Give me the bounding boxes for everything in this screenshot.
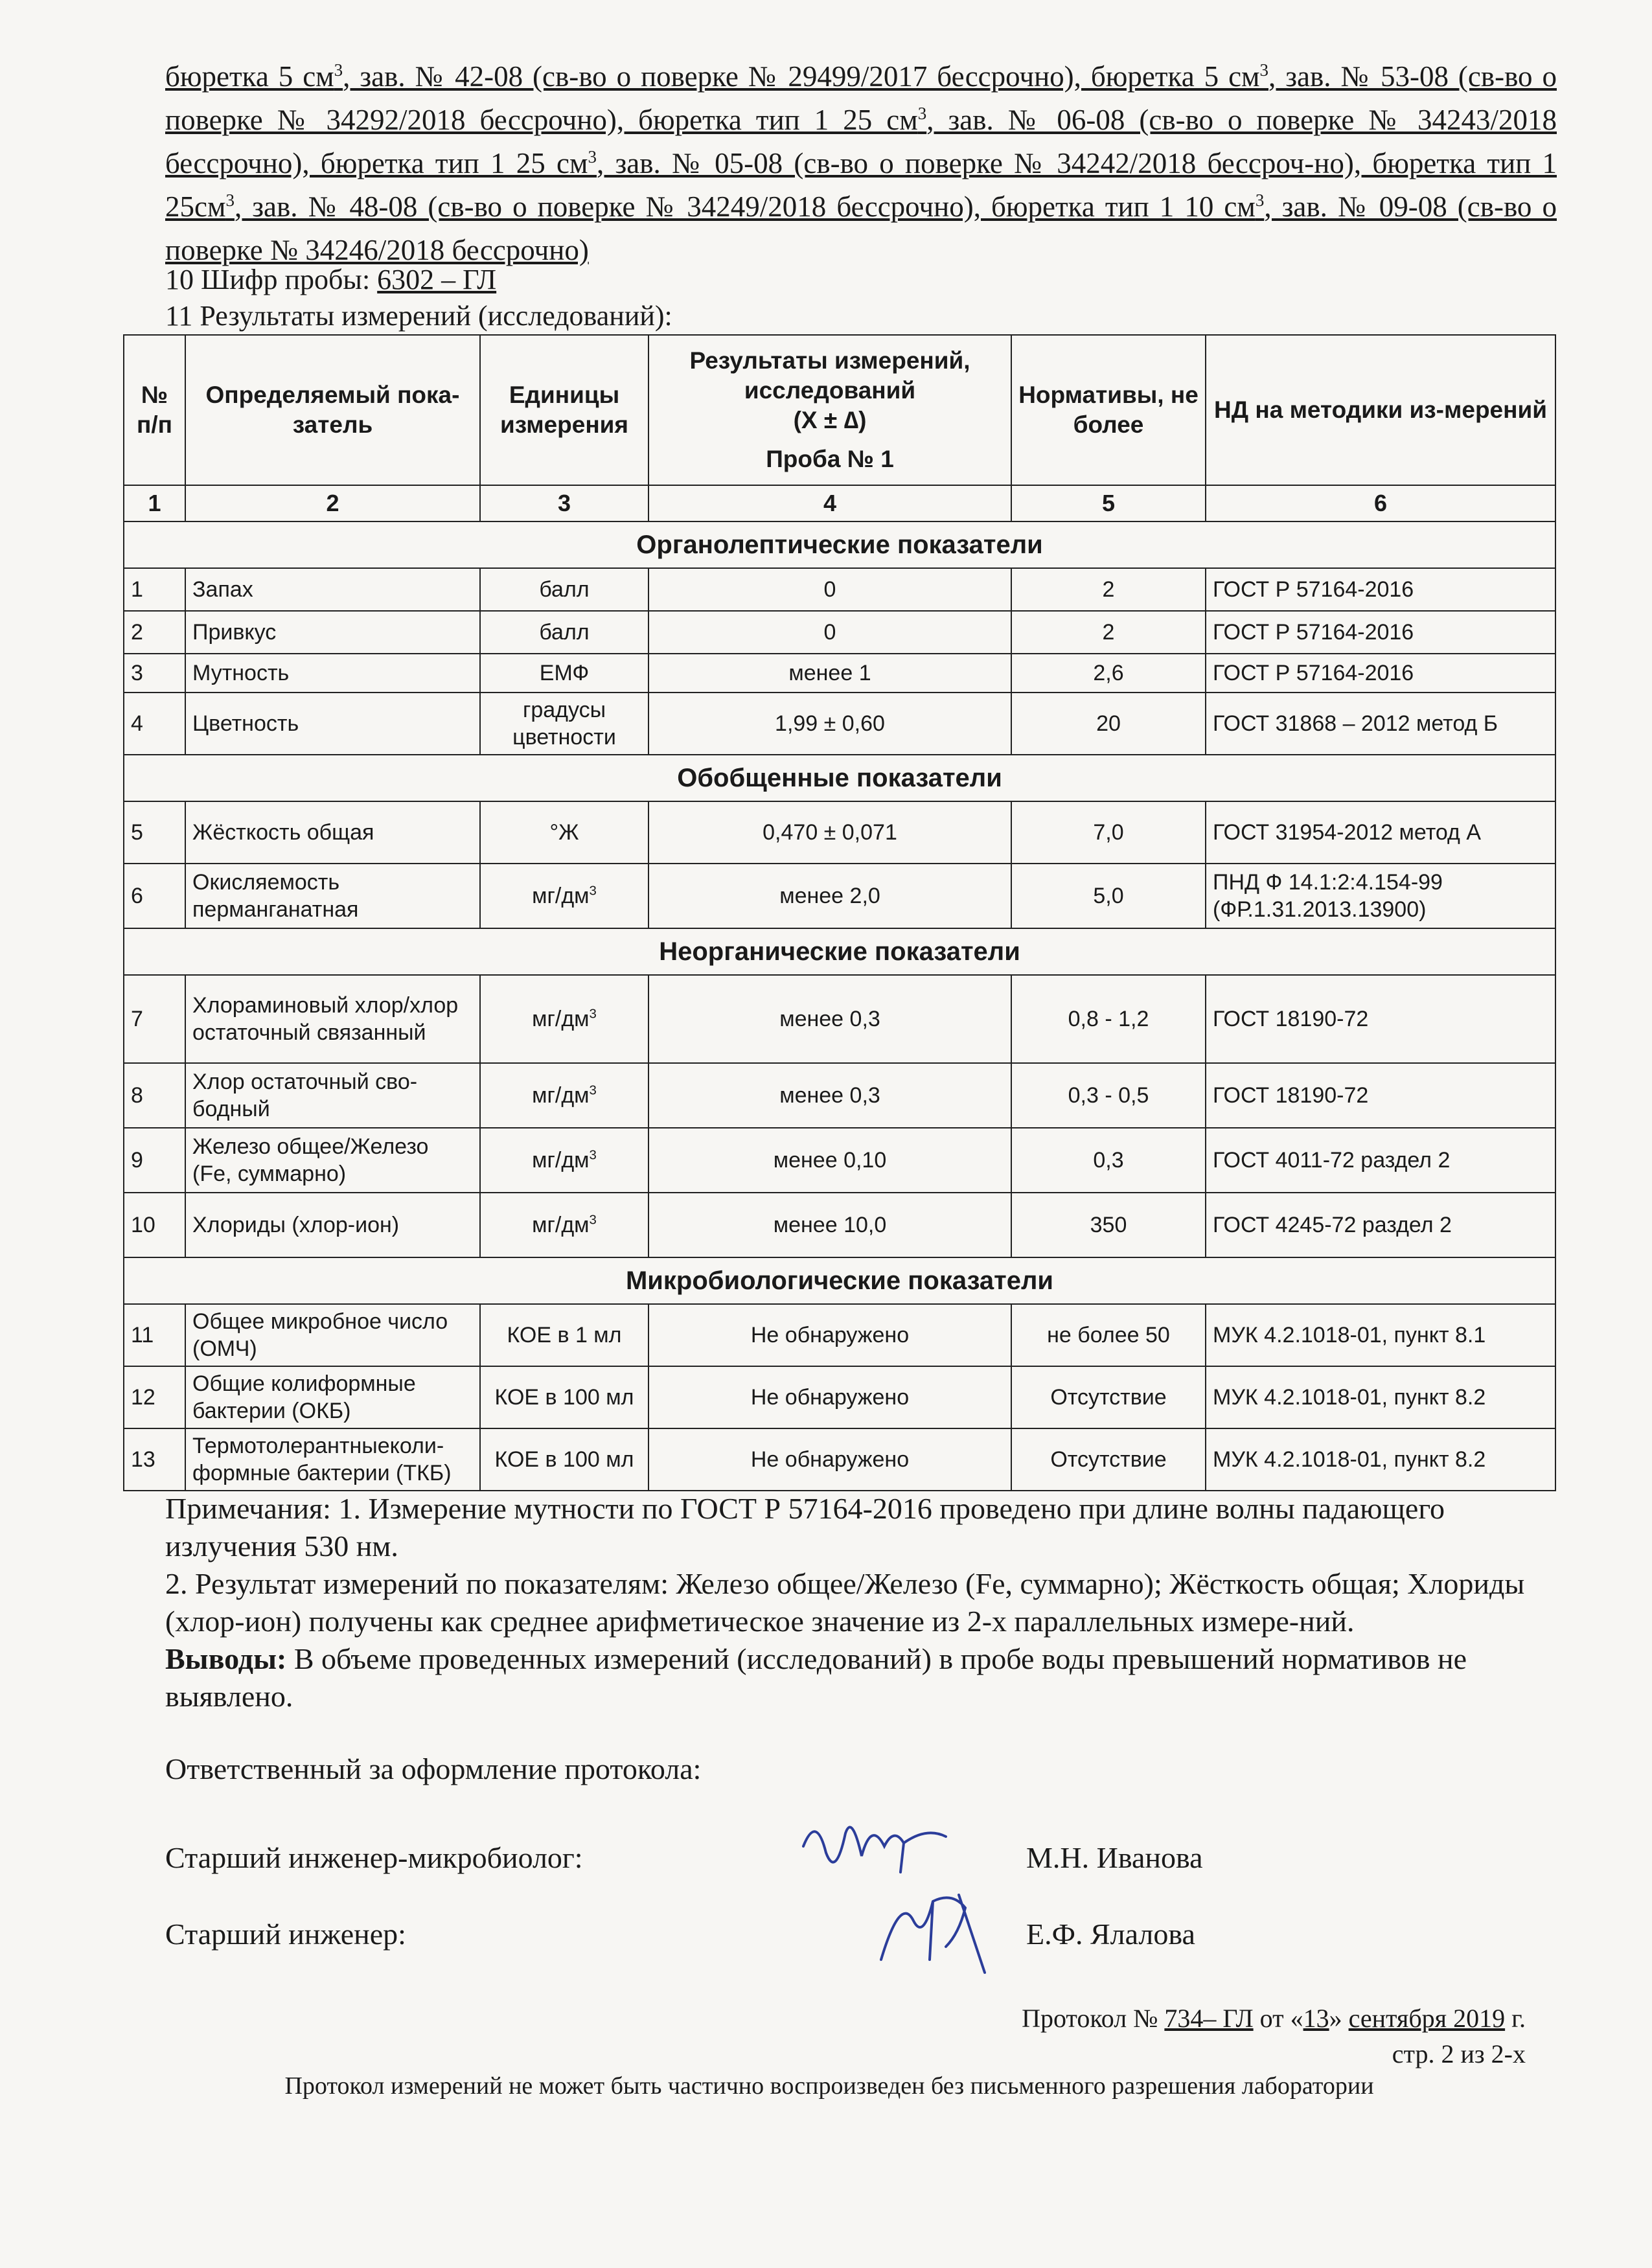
name-yalalova: Е.Ф. Ялалова: [1026, 1918, 1195, 1951]
signature-ivanova: [790, 1807, 959, 1885]
results-label: 11 Результаты измерений (исследований):: [165, 300, 672, 332]
table-row: 13 Термотолерантныеколи-формные бактерии (ТКБ) КОЕ в 100 мл Не обнаружено Отсутствие МУК 4.2.1018-01, пункт 8.2: [124, 1428, 1555, 1491]
conclusion: Выводы: В объеме проведенных измерений (исследований) в пробе воды превышений нормативов не выявлено.: [165, 1642, 1467, 1713]
table-row: 6 Окисляемость перманганатная $мг/дм^3$ менее 2,0 5,0 ПНД Ф 14.1:2:4.154-99 (ФР.1.31.2013.13900): [124, 864, 1555, 928]
section-header: Обобщенные показатели: [124, 755, 1555, 801]
header-no: № п/п: [124, 335, 185, 485]
notes-block: [165, 1490, 1557, 1715]
table-row: 2 Привкус балл 0 2 ГОСТ Р 57164-2016: [124, 611, 1555, 654]
protocol-number: Протокол № 734– ГЛ от «13» сентября 2019 г.: [1022, 2004, 1526, 2033]
sample-cipher: 10 Шифр пробы: 6302 – ГЛ: [165, 264, 497, 295]
header-norms: Нормативы, не более: [1011, 335, 1206, 485]
header-units: Единицы измерения: [480, 335, 648, 485]
responsible-label: Ответственный за оформление протокола:: [165, 1752, 702, 1785]
table-row: 11 Общее микробное число (ОМЧ) КОЕ в 1 мл Не обнаружено не более 50 МУК 4.2.1018-01, пункт 8.1: [124, 1304, 1555, 1366]
table-row: 12 Общие колиформные бактерии (ОКБ) КОЕ в 100 мл Не обнаружено Отсутствие МУК 4.2.1018-01, пункт 8.2: [124, 1366, 1555, 1428]
table-row: 1 Запах балл 0 2 ГОСТ Р 57164-2016: [124, 568, 1555, 611]
page-number: стр. 2 из 2-х: [1392, 2039, 1526, 2068]
header-results: Результаты измерений, исследований (X ± ∆) Проба № 1: [648, 335, 1011, 485]
section-header: Микробиологические показатели: [124, 1257, 1555, 1304]
disclaimer: Протокол измерений не может быть частично воспроизведен без письменного разрешения лаборатории: [284, 2072, 1374, 2100]
section-header: Неорганические показатели: [124, 928, 1555, 975]
header-parameter: Определяемый пока-затель: [185, 335, 480, 485]
header-method: НД на методики из-мерений: [1206, 335, 1555, 485]
table-row: 8 Хлор остаточный сво-бодный $мг/дм^3$ менее 0,3 0,3 - 0,5 ГОСТ 18190-72: [124, 1063, 1555, 1128]
table-row: 10 Хлориды (хлор-ион) $мг/дм^3$ менее 10,0 350 ГОСТ 4245-72 раздел 2: [124, 1193, 1555, 1257]
role-engineer: Старший инженер:: [165, 1918, 406, 1951]
name-ivanova: М.Н. Иванова: [1026, 1841, 1203, 1874]
signature-yalalova: [862, 1882, 1004, 1979]
results-table: [123, 334, 1556, 1491]
section-header: Органолептические показатели: [124, 521, 1555, 568]
table-row: 4 Цветность градусы цветности 1,99 ± 0,60 20 ГОСТ 31868 – 2012 метод Б: [124, 693, 1555, 755]
equipment-paragraph: бюретка 5 $см^3$, зав. № 42-08 (св-во о поверке № 29499/2017 бессрочно), бюретка 5 $см^3$, зав. № 53-08 (св-во о поверке № 34292/2018 бессрочно), бюретка тип 1 25 $см^3$, зав. № 06-08 (св-во о поверке № 34243/2018 бессрочно), бюретка тип 1 25 $см^3$, зав. № 05-08 (св-во о поверке № 34242/2018 бессроч-но), бюретка тип 1 $25см^3$, зав. № 48-08 (св-во о поверке № 34249/2018 бессрочно), бюретка тип 1 10 $см^3$, зав. № 09-08 (св-во о поверке № 34246/2018 бессрочно): [165, 60, 1557, 266]
note-1: Примечания: 1. Измерение мутности по ГОСТ Р 57164-2016 проведено при длине волны падающего излучения 530 нм.: [165, 1492, 1445, 1563]
table-row: 3 Мутность ЕМФ менее 1 2,6 ГОСТ Р 57164-2016: [124, 654, 1555, 693]
role-microbiologist: Старший инженер-микробиолог:: [165, 1841, 583, 1874]
table-row: 9 Железо общее/Железо (Fe, суммарно) $мг/дм^3$ менее 0,10 0,3 ГОСТ 4011-72 раздел 2: [124, 1128, 1555, 1193]
note-2: 2. Результат измерений по показателям: Железо общее/Железо (Fe, суммарно); Жёсткость общая; Хлориды (хлор-ион) получены как среднее арифметическое значение из 2-х параллельных измере-ний.: [165, 1567, 1525, 1638]
table-row: 5 Жёсткость общая °Ж 0,470 ± 0,071 7,0 ГОСТ 31954-2012 метод А: [124, 801, 1555, 864]
column-numbers-row: 1 2 3 4 5 6: [124, 485, 1555, 521]
table-row: 7 Хлораминовый хлор/хлор остаточный связанный $мг/дм^3$ менее 0,3 0,8 - 1,2 ГОСТ 18190-72: [124, 975, 1555, 1063]
